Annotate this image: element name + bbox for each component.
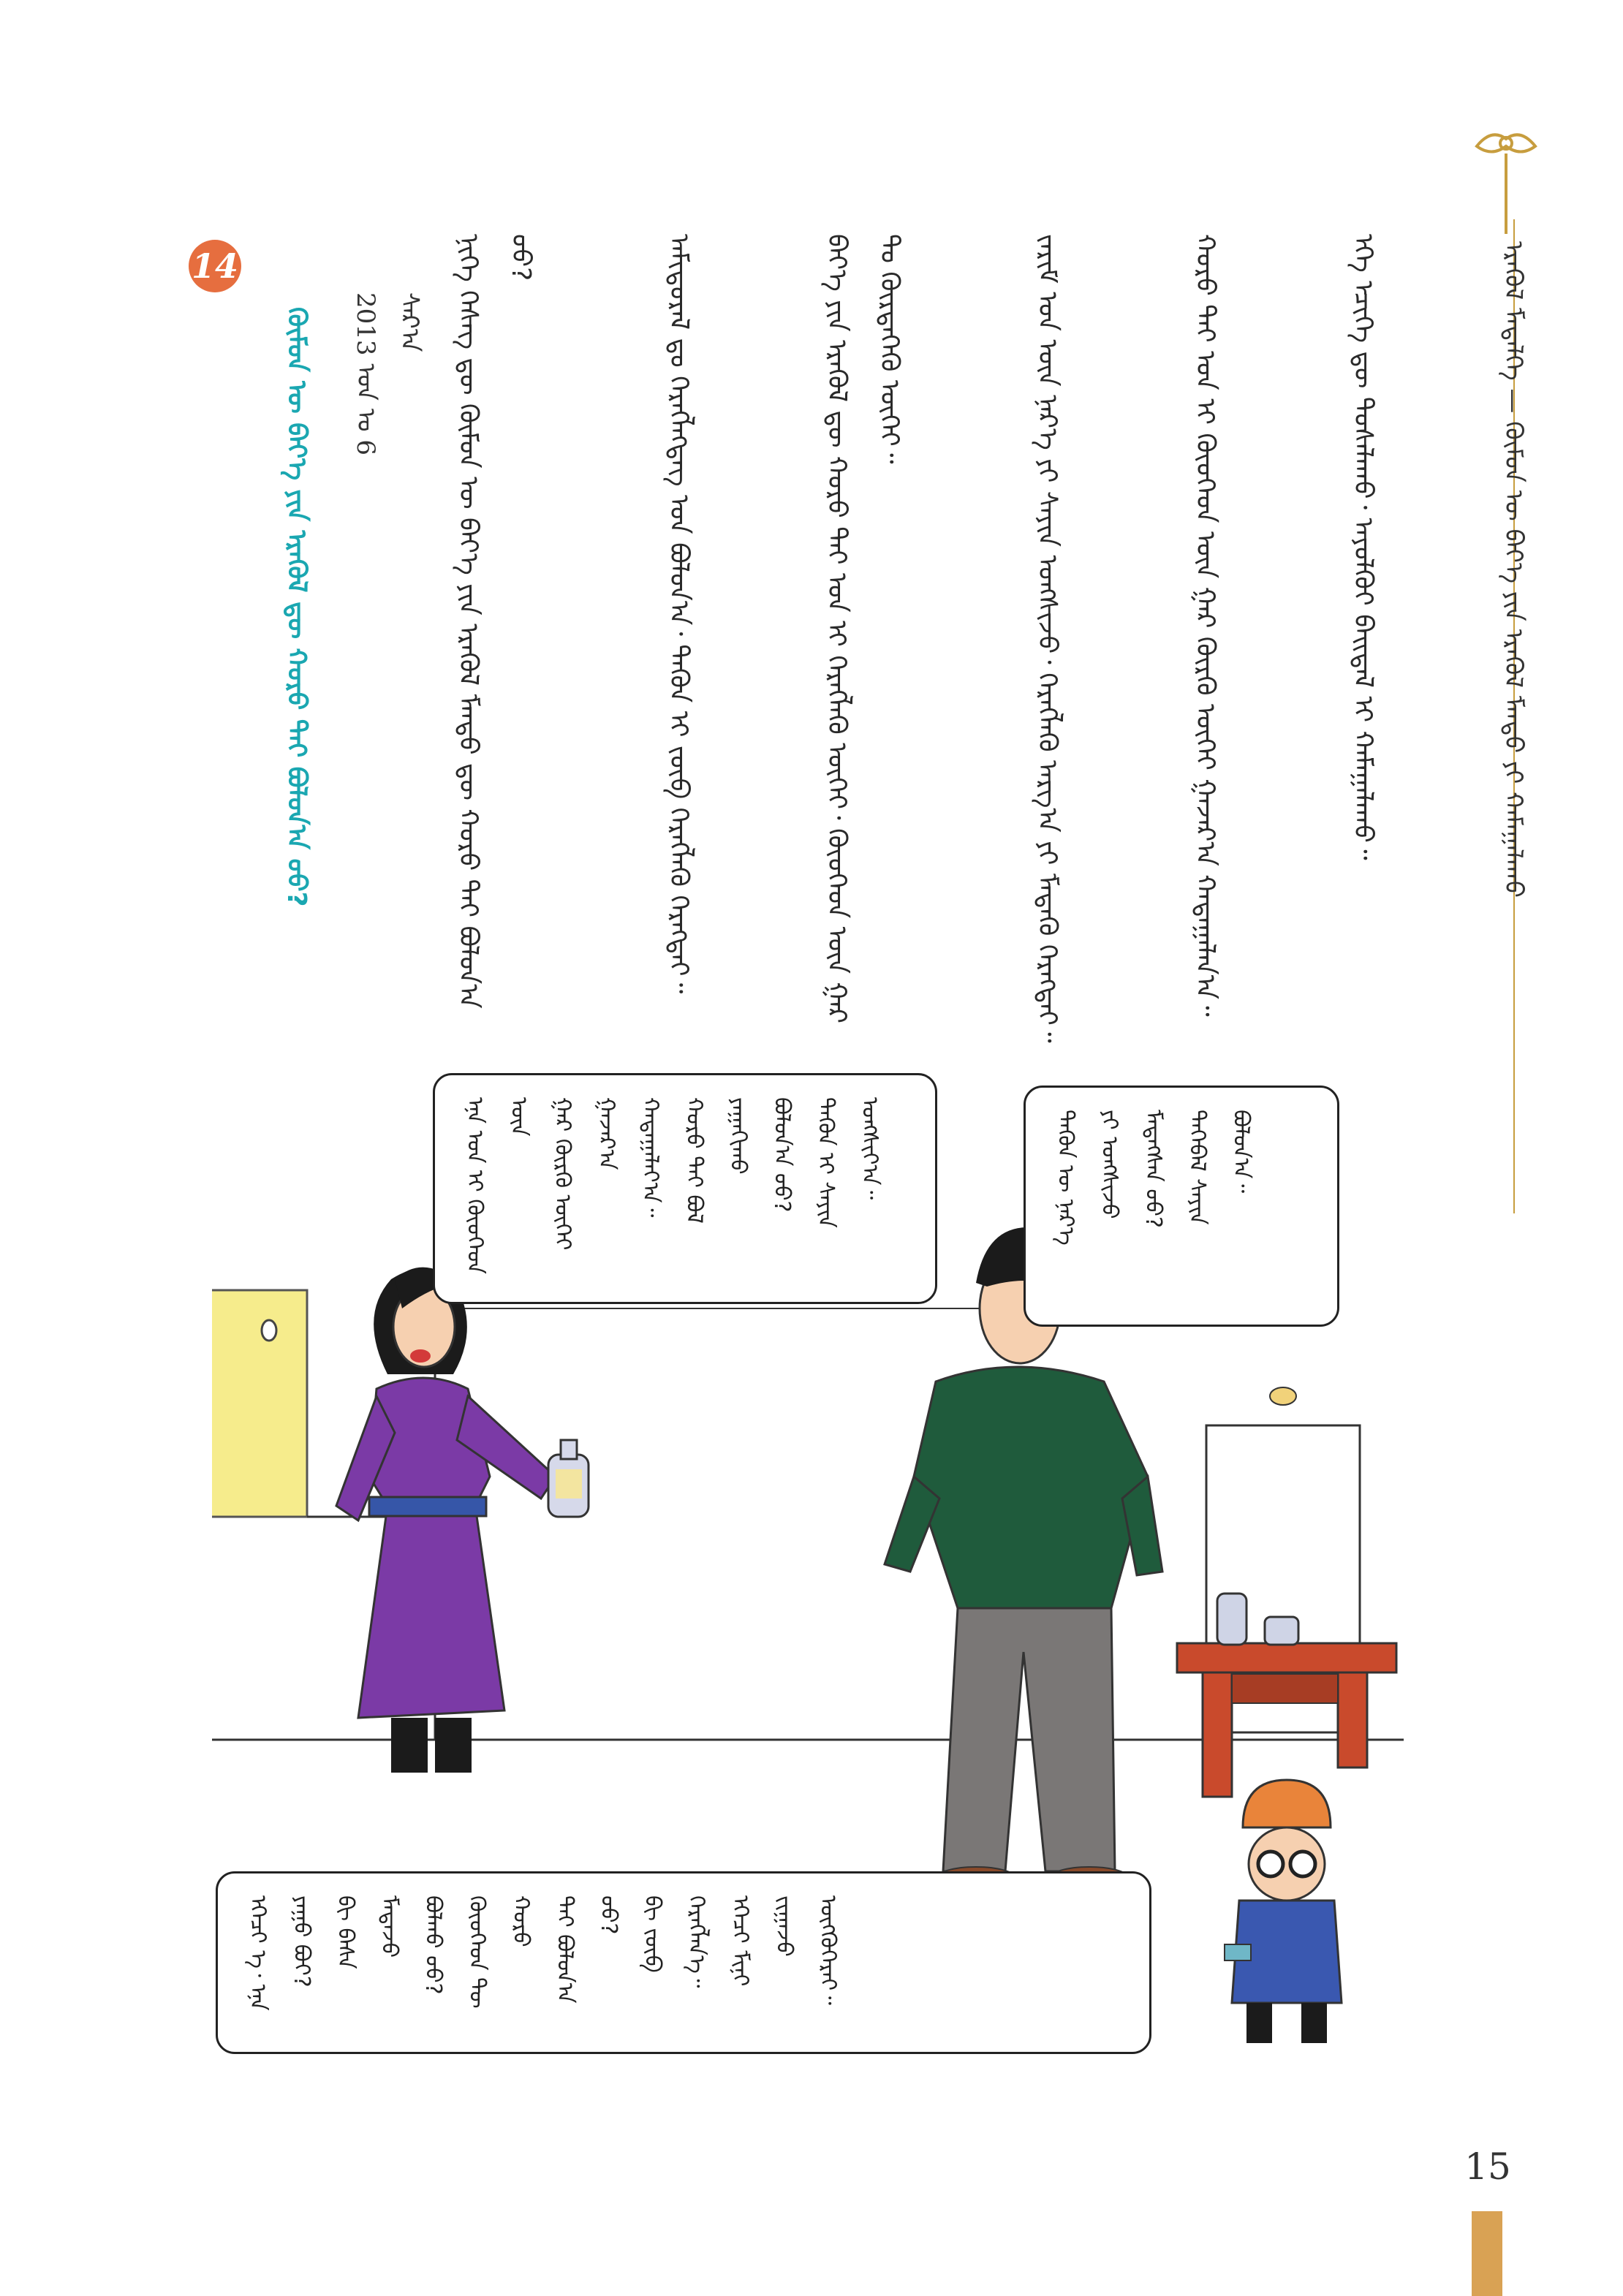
father-figure (885, 1227, 1162, 1890)
page-number: 15 (1464, 2145, 1511, 2188)
body-text (336, 234, 1389, 1053)
boy-figure (1225, 1780, 1342, 2043)
body-line: ᠬᠣᠷᠣ ᠲᠠᠢ ᠡᠳ ᠢ ᠬᠦᠦᠬᠡᠳ ᠦᠨ ᠭᠠᠷ ᠬᠦᠷᠬᠦ ᠦᠭᠡᠢ ᠭᠠᠵᠠᠷ᠎ᠠ ᠬᠠᠳᠠᠭᠠᠯᠠᠨ᠎ᠠ᠃ (1190, 234, 1220, 1017)
question-text (183, 307, 322, 1045)
running-header: ᠡᠷᠡᠭᠦᠯ ᠮᠡᠳᠡᠯᠭᠡ — ᠬᠦᠮᠦᠨ ᠦ ᠪᠡᠶ᠎ᠡ ᠶᠢᠨ ᠡᠷᠡᠭᠦᠯ ᠮᠡᠨᠳᠦ ᠶᠢ ᠬᠠᠮᠠᠭᠠᠯᠠᠬᠤ (1499, 241, 1528, 898)
door-illustration (212, 1290, 307, 1517)
body-line: ᠪᠡᠶ᠎ᠡ ᠶᠢᠨ ᠡᠷᠡᠭᠦᠯ ᠳᠦ ᠬᠣᠷᠣ ᠲᠠᠢ ᠡᠳ ᠢ ᠬᠡᠷᠡᠭᠯᠡᠬᠦ ᠦᠭᠡᠢ᠂ ᠬᠦᠦᠬᠡᠳ ᠦᠨ ᠭᠠᠷ ᠲᠤ ᠬᠦᠷᠲᠡᠭᠡᠬᠦ ᠦᠭᠡᠢ᠃ (822, 234, 904, 1032)
body-line: ᠵᠠᠷᠢᠮ ᠡᠳ ᠦᠨ ᠨᠡᠷ᠎ᠡ ᠶᠢ ᠰᠠᠶᠢᠨ ᠤᠩᠰᠢᠵᠤ᠂ ᠬᠡᠷᠡᠭᠯᠡᠬᠦ ᠠᠷᠭ᠎ᠠ ᠶᠢ ᠮᠡᠳᠡᠬᠦ ᠬᠡᠷᠡᠭᠲᠡᠢ᠃ (1032, 234, 1062, 1043)
body-line: ᠨᠢᠭᠡ ᠬᠡᠰᠡᠭ ᠳᠦ ᠬᠦᠮᠦᠨ ᠦ ᠪᠡᠶ᠎ᠡ ᠶᠢᠨ ᠡᠷᠡᠭᠦᠯ ᠮᠡᠨᠳᠦ ᠳᠦ ᠬᠣᠷᠣ ᠲᠠᠢ ᠪᠣᠯᠤᠨ᠎ᠠ ᠤᠤ? (453, 234, 536, 1018)
body-line: ᠠᠮᠢᠳᠤᠷᠠᠯ ᠳᠤ ᠬᠡᠷᠡᠭᠯᠡᠭᠳᠡᠭ ᠡᠳ ᠪᠣᠯᠤᠨ᠎ᠠ᠂ ᠲᠡᠭᠦᠨ ᠢ ᠵᠥᠪ ᠬᠡᠷᠡᠭᠯᠡᠬᠦ ᠬᠡᠷᠡᠭᠲᠡᠢ᠃ (664, 234, 694, 994)
mother-figure (336, 1268, 589, 1773)
page-edge-bar (1472, 2211, 1502, 2296)
question-line: ᠬᠦᠮᠦᠨ ᠦ ᠪᠡᠶ᠎ᠡ ᠶᠢᠨ ᠡᠷᠡᠭᠦᠯ ᠳᠦ ᠬᠣᠷᠣ ᠲᠠᠢ ᠪᠣᠯᠤᠨ᠎ᠠ ᠤᠤ? (281, 307, 311, 907)
father-speech-bubble: ᠲᠡᠭᠦᠨ ᠦ ᠨᠡᠷ᠎ᠡ ᠶᠢ ᠤᠩᠰᠢᠵᠤ ᠮᠡᠳᠡᠭᠰᠡᠨ ᠦᠦ? ᠲᠡᠭᠡᠪᠡᠯ ᠰᠠᠶᠢᠨ ᠪᠣᠯᠤᠨ᠎ᠠ᠃ (1024, 1086, 1339, 1327)
header-ornament (1462, 124, 1550, 234)
date-line: 2013 ᠣᠨ ᠤ 6 ᠰᠠᠷ᠎ᠠ (351, 292, 424, 455)
body-line: ᠡᠬᠡ ᠡᠴᠢᠭᠡ ᠳᠦ ᠲᠤᠰᠠᠯᠠᠬᠤ᠂ ᠠᠶᠤᠯᠭᠦᠢ ᠪᠠᠢᠳᠠᠯ ᠢ ᠬᠠᠮᠠᠭᠠᠯᠠᠬᠤ᠃ (1348, 234, 1378, 860)
question-number-badge: 14 (189, 240, 241, 292)
mother-speech-bubble: ᠡᠨᠡ ᠡᠳ ᠢ ᠬᠦᠦᠬᠡᠳ ᠦᠨ ᠭᠠᠷ ᠬᠦᠷᠬᠦ ᠦᠭᠡᠢ ᠭᠠᠵᠠᠷ᠎ᠠ ᠬᠠᠳᠠᠭᠠᠯᠠᠶ᠎ᠠ᠃ ᠬᠣᠷᠣ ᠲᠠᠢ ᠪᠣᠯ ᠶᠠᠭᠠᠬᠢᠬᠤ ᠪᠣᠯᠤᠨ᠎ᠠ ᠤᠤ? ᠲᠡᠭᠦᠨ ᠢ ᠰᠠᠶᠢᠨ ᠤᠩᠰᠢᠶ᠎ᠠ᠃ (433, 1073, 937, 1304)
boy-speech-bubble: ᠡᠭᠡᠴᠢ ᠡ᠂ ᠡᠨᠡ ᠶᠠᠭᠤ ᠪᠣᠢ? ᠪᠢ ᠪᠠᠰᠠ ᠮᠡᠳᠡᠵᠦ ᠪᠣᠯᠬᠤ ᠤᠤ? ᠬᠦᠦᠬᠡᠳ ᠲᠦ ᠬᠣᠷᠣ ᠲᠠᠢ ᠪᠣᠯᠤᠨ᠎ᠠ ᠤᠤ? ᠪᠢ ᠵᠥᠪ ᠬᠡᠷᠡᠭᠯᠡᠨ᠎ᠡ᠃ ᠡᠭᠡᠴᠢ ᠮᠢᠨᠢ ᠵᠢᠭᠠᠵᠤ ᠥᠭᠭᠦᠭᠡᠷᠡᠢ᠃ (216, 1871, 1151, 2054)
